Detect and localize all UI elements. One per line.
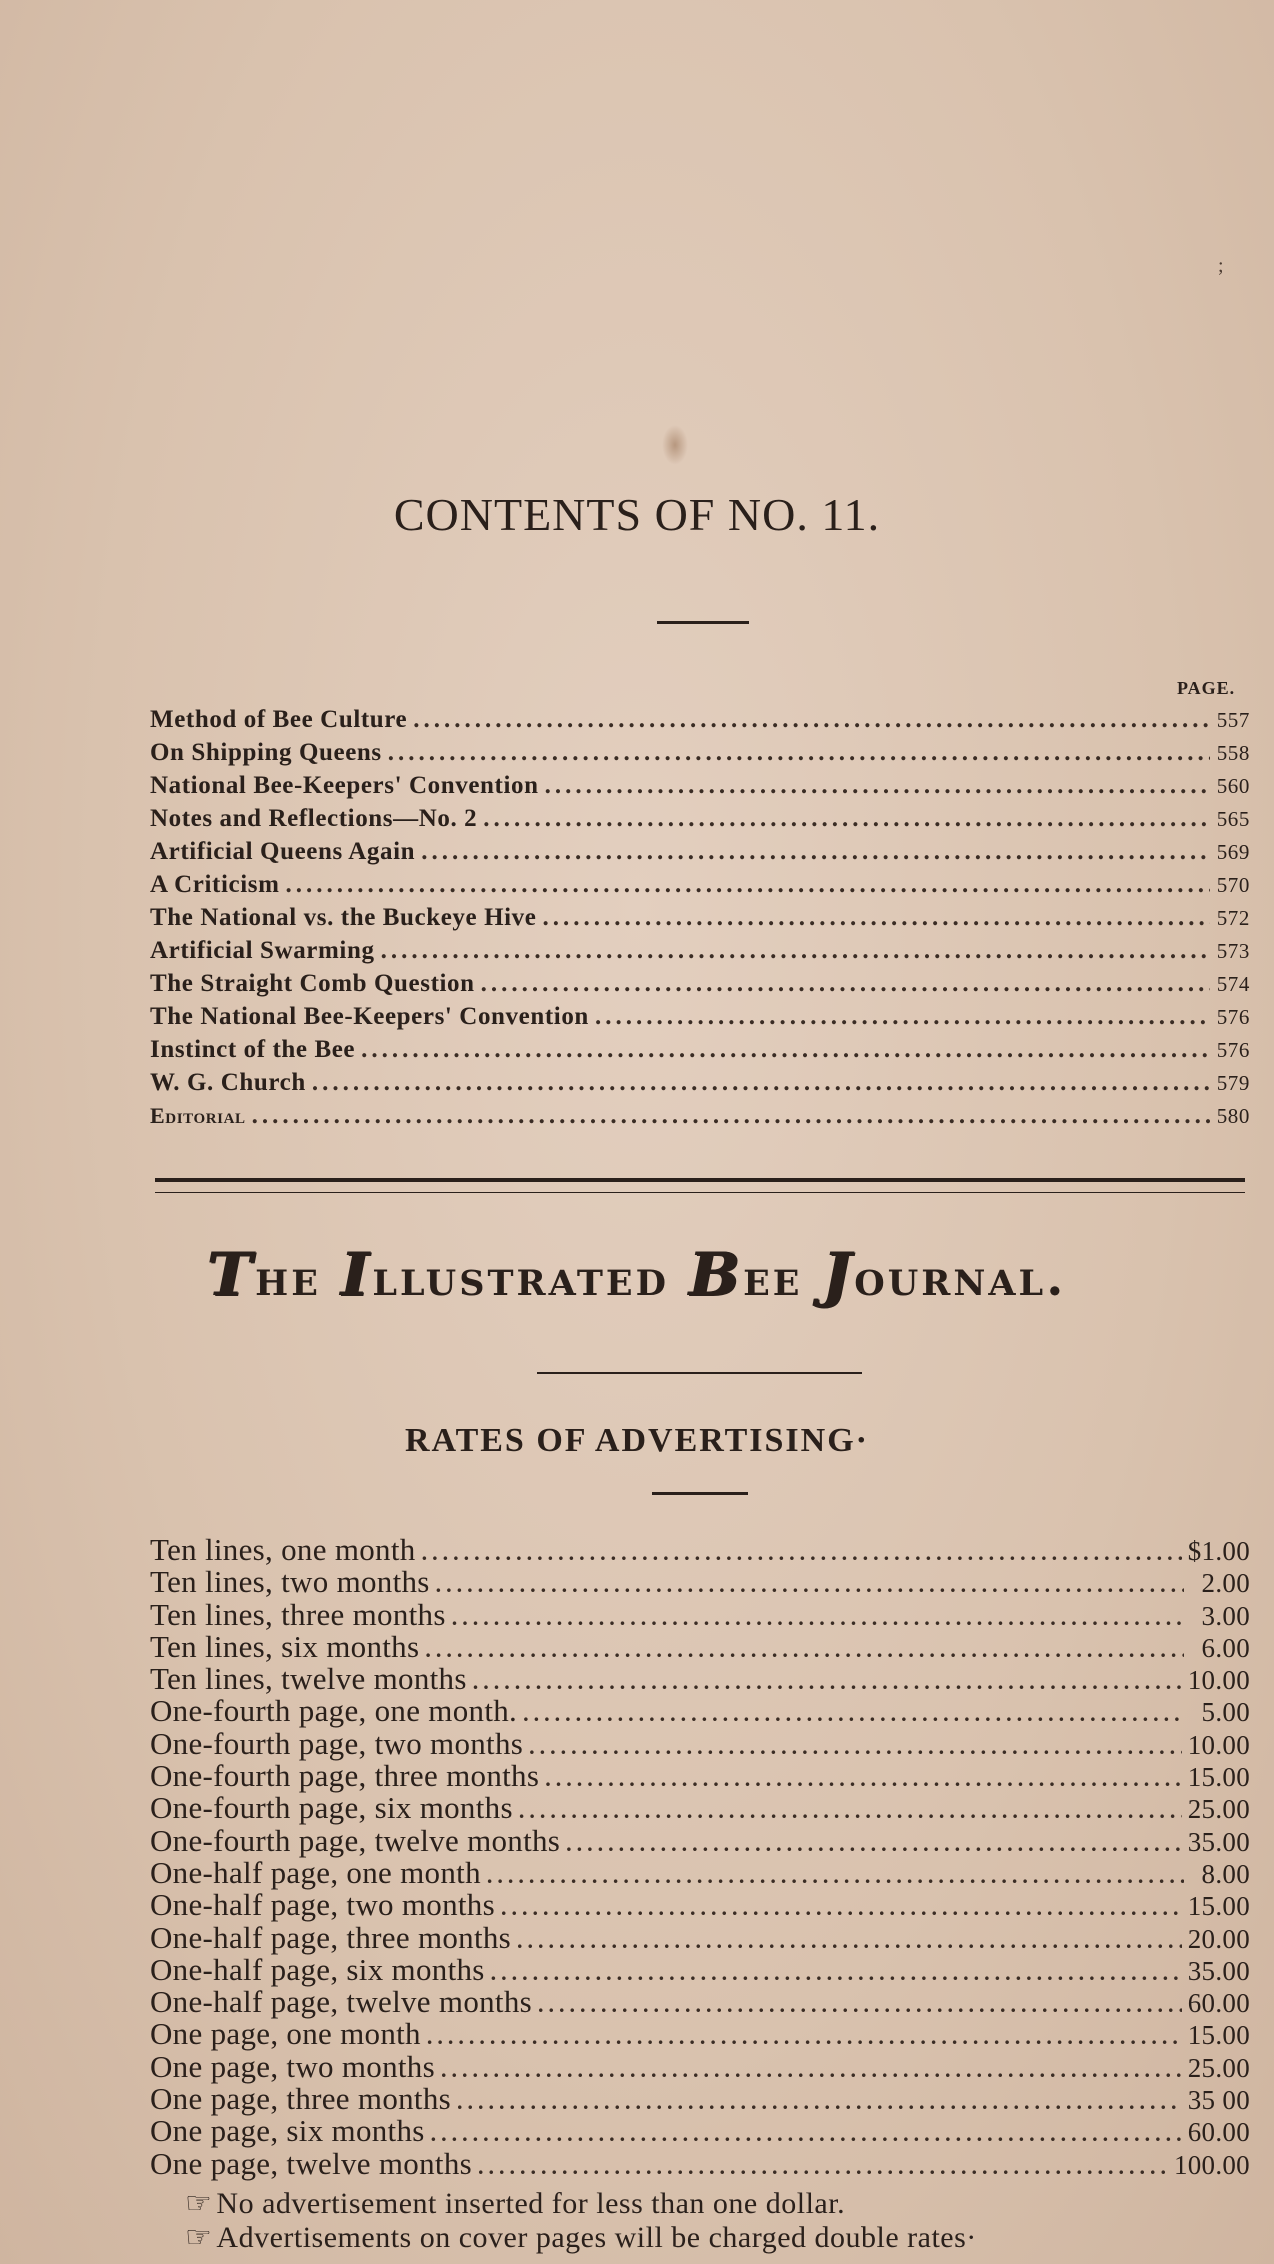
rate-price: 35 00 [1187, 2085, 1250, 2116]
dot-leader [413, 706, 1210, 734]
dot-leader [481, 970, 1210, 998]
contents-entry [150, 1102, 1250, 1135]
contents-entry [150, 1036, 1250, 1069]
entry-title: W. G. Church [150, 1069, 306, 1096]
rate-price: $1.00 [1187, 1536, 1250, 1566]
rate-row [150, 1596, 1250, 1632]
rate-row [150, 2016, 1250, 2052]
dot-leader [487, 1863, 1184, 1889]
dot-leader [517, 1928, 1182, 1954]
rate-price: 8.00 [1201, 1858, 1250, 1889]
rate-price: 15.00 [1187, 1762, 1250, 1793]
entry-title: Instinct of the Bee [150, 1036, 356, 1063]
dot-leader [381, 937, 1210, 965]
page-column-heading: PAGE. [1177, 678, 1236, 698]
rate-price: 6.00 [1201, 1632, 1250, 1663]
dot-leader [523, 1701, 1184, 1727]
entry-page: 557 [1216, 708, 1250, 732]
rate-row [150, 2081, 1250, 2117]
dot-leader [388, 739, 1210, 767]
rate-row [150, 1854, 1250, 1890]
rate-label: One-half page, one month [150, 1854, 481, 1890]
pointing-hand-icon: ☞ [185, 2221, 213, 2254]
rate-price: 3.00 [1201, 1600, 1250, 1631]
page-mark: ; [1218, 255, 1224, 277]
rate-label: One-half page, two months [150, 1887, 495, 1923]
dot-leader [478, 2154, 1168, 2180]
dot-leader [286, 871, 1211, 899]
journal-title-word [341, 1240, 669, 1310]
rate-price: 100.00 [1173, 2149, 1250, 2180]
entry-page: 573 [1216, 939, 1250, 963]
rate-row [150, 1822, 1250, 1858]
rate-price: 60.00 [1187, 2117, 1250, 2148]
rate-row [150, 2145, 1250, 2181]
rate-price: 10.00 [1187, 1665, 1250, 1696]
contents-entry [150, 937, 1250, 970]
dot-leader [545, 772, 1210, 800]
journal-title-word [207, 1240, 320, 1310]
entry-page: 574 [1216, 972, 1250, 996]
title-text: llustrated [372, 1248, 669, 1307]
dot-leader [421, 838, 1210, 866]
entry-page: 560 [1216, 774, 1250, 798]
rate-label: One-half page, three months [150, 1919, 512, 1955]
rate-label: One-fourth page, six months [150, 1790, 513, 1826]
contents-entry [150, 871, 1250, 904]
rate-label: One-half page, six months [150, 1951, 485, 1987]
section-divider [155, 1178, 1245, 1193]
rate-label: Ten lines, six months [150, 1628, 420, 1664]
rate-row [150, 1532, 1250, 1567]
rate-label: One page, six months [150, 2113, 425, 2149]
journal-title [0, 1240, 1274, 1310]
ornate-capital: B [689, 1240, 744, 1310]
rate-row [150, 2113, 1250, 2149]
rate-label: One-fourth page, three months [150, 1758, 540, 1794]
rate-price: 15.00 [1187, 1891, 1250, 1922]
rate-label: One-half page, twelve months [150, 1984, 533, 2020]
entry-title: The National vs. the Buckeye Hive [150, 904, 537, 931]
rate-label: Ten lines, twelve months [150, 1661, 467, 1697]
rate-label: One-fourth page, twelve months [150, 1822, 561, 1858]
rate-row [150, 1758, 1250, 1794]
rate-label: Ten lines, one month [150, 1532, 416, 1567]
rate-label: One-fourth page, one month. [150, 1693, 518, 1729]
rate-row [150, 1951, 1250, 1987]
rate-label: Ten lines, two months [150, 1564, 430, 1600]
entry-title: Method of Bee Culture [150, 706, 408, 733]
dot-leader [529, 1734, 1182, 1760]
dot-leader [545, 1766, 1182, 1792]
contents-entry [150, 739, 1250, 772]
entry-page: 580 [1216, 1104, 1250, 1128]
rate-label: One page, twelve months [150, 2145, 472, 2181]
ornate-capital: I [341, 1240, 373, 1310]
contents-entry [150, 772, 1250, 805]
note-line [185, 2186, 1245, 2220]
rate-row [150, 1725, 1250, 1761]
dot-leader [452, 1605, 1184, 1631]
rate-price: 35.00 [1187, 1826, 1250, 1857]
contents-entry [150, 706, 1250, 739]
dot-leader [312, 1069, 1210, 1097]
entry-title: A Criticism [150, 871, 280, 898]
note-text: No advertisement inserted for less than one dollar. [216, 2187, 846, 2220]
contents-entry [150, 1069, 1250, 1102]
dot-leader [595, 1003, 1210, 1031]
rate-price: 20.00 [1187, 1923, 1250, 1954]
contents-rule [657, 621, 749, 624]
journal-title-word [689, 1240, 802, 1310]
rate-price: 5.00 [1201, 1697, 1250, 1728]
rate-row [150, 1919, 1250, 1955]
entry-page: 565 [1216, 807, 1250, 831]
dot-leader [427, 2024, 1182, 2050]
rate-row [150, 1628, 1250, 1664]
rates-title: RATES OF ADVERTISING· [404, 1422, 869, 1459]
title-text: he [255, 1248, 321, 1307]
rates-list [150, 1532, 1250, 2181]
rate-row [150, 1984, 1250, 2020]
entry-title: The Straight Comb Question [150, 970, 475, 997]
entry-page: 558 [1216, 741, 1250, 765]
dot-leader [422, 1540, 1182, 1566]
dot-leader [436, 1572, 1184, 1598]
contents-entry [150, 1003, 1250, 1036]
contents-entry [150, 970, 1250, 1003]
dot-leader [538, 1992, 1182, 2018]
dot-leader [425, 1637, 1184, 1663]
rate-price: 10.00 [1187, 1729, 1250, 1760]
pointing-hand-icon: ☞ [185, 2187, 213, 2220]
entry-title: Artificial Swarming [150, 937, 375, 964]
dot-leader [252, 1102, 1210, 1130]
rate-price: 60.00 [1187, 1988, 1250, 2019]
dot-leader [501, 1895, 1182, 1921]
ornate-capital: J [822, 1240, 855, 1310]
journal-title-word [823, 1240, 1067, 1310]
entry-page: 572 [1216, 906, 1250, 930]
contents-entry [150, 904, 1250, 937]
rate-price: 2.00 [1201, 1568, 1250, 1599]
rate-row [150, 1887, 1250, 1923]
contents-title: CONTENTS OF NO. 11. [393, 489, 881, 540]
entry-page: 570 [1216, 873, 1250, 897]
dot-leader [361, 1036, 1210, 1064]
ornate-capital: T [207, 1240, 256, 1310]
rate-row [150, 1790, 1250, 1826]
contents-entry [150, 838, 1250, 871]
entry-page: 579 [1216, 1071, 1250, 1095]
dot-leader [519, 1798, 1182, 1824]
dot-leader [431, 2121, 1182, 2147]
rate-row [150, 1564, 1250, 1600]
entry-title: National Bee-Keepers' Convention [150, 772, 539, 799]
note-text: Advertisements on cover pages will be charged double rates· [216, 2221, 977, 2254]
rate-label: One page, one month [150, 2016, 421, 2052]
journal-rule [537, 1372, 862, 1374]
title-text: ournal. [854, 1248, 1067, 1307]
contents-entry [150, 805, 1250, 838]
rate-label: One-fourth page, two months [150, 1725, 524, 1761]
entry-page: 576 [1216, 1038, 1250, 1062]
rate-label: One page, two months [150, 2048, 435, 2084]
dot-leader [457, 2089, 1182, 2115]
rate-price: 25.00 [1187, 2052, 1250, 2083]
rate-price: 15.00 [1187, 2020, 1250, 2051]
entry-title: Artificial Queens Again [150, 838, 416, 865]
note-line [185, 2220, 1245, 2254]
dot-leader [566, 1831, 1182, 1857]
dot-leader [491, 1960, 1182, 1986]
rate-row [150, 1693, 1250, 1729]
rate-row [150, 2048, 1250, 2084]
entry-title: The National Bee-Keepers' Convention [150, 1003, 589, 1030]
entry-title: On Shipping Queens [150, 739, 382, 766]
entry-title: Editorial [150, 1103, 246, 1128]
rate-price: 25.00 [1187, 1794, 1250, 1825]
rate-row [150, 1661, 1250, 1697]
dot-leader [483, 805, 1210, 833]
entry-title: Notes and Reflections—No. 2 [150, 805, 478, 832]
rate-price: 35.00 [1187, 1955, 1250, 1986]
rate-label: Ten lines, three months [150, 1596, 446, 1632]
rates-rule [652, 1492, 748, 1495]
dot-leader [473, 1669, 1182, 1695]
advertising-notes [185, 2186, 1245, 2254]
dot-leader [441, 2057, 1182, 2083]
paper-stain [662, 425, 688, 465]
rate-label: One page, three months [150, 2081, 452, 2117]
dot-leader [542, 904, 1210, 932]
contents-list [150, 706, 1250, 1135]
title-text: ee [743, 1248, 803, 1307]
entry-page: 576 [1216, 1005, 1250, 1029]
entry-page: 569 [1216, 840, 1250, 864]
